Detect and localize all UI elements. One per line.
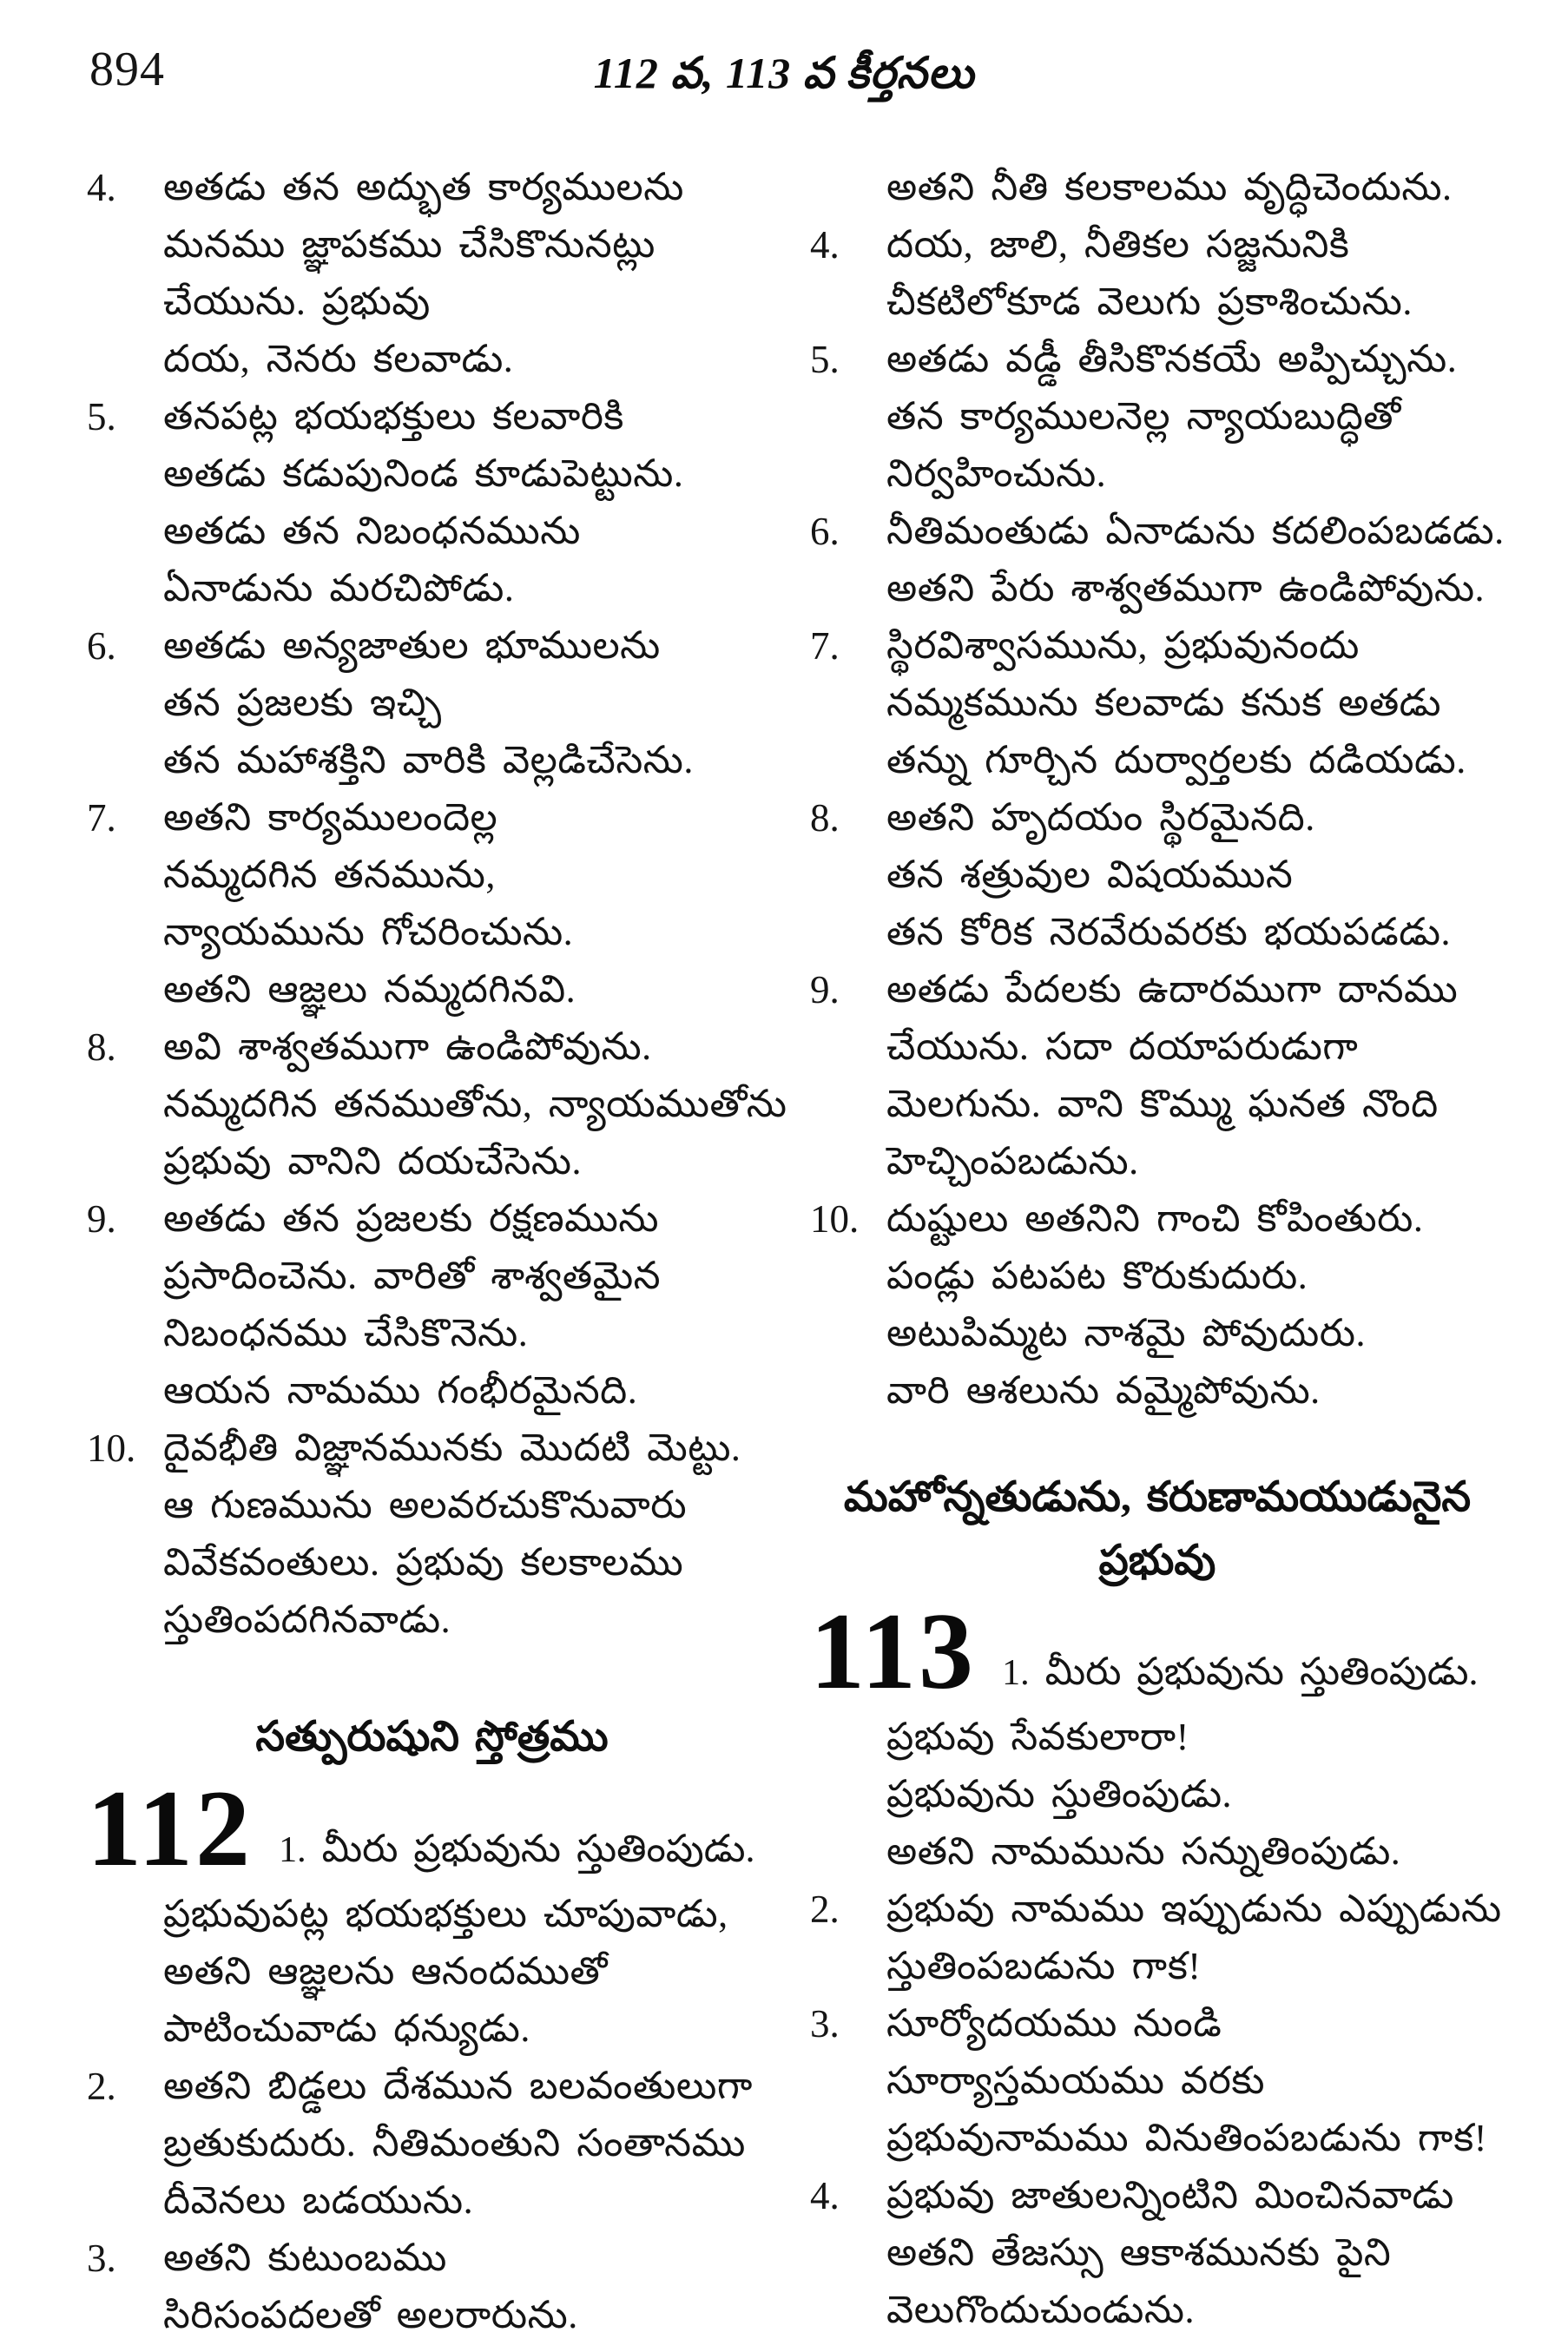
- verse-line: ఏనాడును మరచిపోడు.: [163, 567, 515, 609]
- verse-line: దుష్టులు అతనిని గాంచి కోపింతురు.: [886, 1197, 1424, 1240]
- verse-text: [163, 1018, 787, 1190]
- verse-number: 5.: [810, 338, 840, 381]
- verse-line: తన శత్రువుల విషయమున: [886, 853, 1294, 896]
- psalm-113-heading-line2: ప్రభువు: [1098, 1538, 1216, 1584]
- verse-text: [886, 2167, 1505, 2339]
- psalm-113-opening: [810, 1591, 1505, 1712]
- verse-line: ప్రభువు సేవకులారా!: [886, 1715, 1189, 1758]
- verse-text: [163, 159, 777, 388]
- psalm-111-verses: [87, 159, 787, 1649]
- psalm-113-verses: [810, 1881, 1505, 2339]
- verse-item: [87, 159, 777, 388]
- verse-text: [163, 1190, 777, 1420]
- verse-text: [886, 1881, 1505, 1995]
- verse-line: అతని ఆజ్ఞలను ఆనందముతో: [163, 1949, 608, 1993]
- verse-line: సూర్యోదయము నుండి: [886, 2001, 1222, 2045]
- verse-line: నిర్వహించును.: [886, 452, 1107, 495]
- verse-line: పాటించువాడు ధన్యుడు.: [163, 2006, 530, 2050]
- verse-item: [810, 617, 1505, 789]
- verse-number: 3.: [87, 2236, 116, 2280]
- verse-line: వారి ఆశలును వమ్మైపోవును.: [886, 1369, 1321, 1412]
- verse-text: [886, 1995, 1505, 2167]
- verse-line: ప్రభువుపట్ల భయభక్తులు చూపువాడు,: [163, 1892, 728, 1935]
- verse-text: [886, 216, 1505, 331]
- verse-number: 5.: [87, 395, 116, 438]
- verse-line: నమ్మదగిన తనముతోను, న్యాయముతోను: [163, 1083, 787, 1125]
- verse-line: చేయును. ప్రభువు: [163, 280, 431, 323]
- verse-line: తన కోరిక నెరవేరువరకు భయపడడు.: [886, 911, 1452, 953]
- verse-text: [886, 503, 1505, 617]
- verse-line: దీవెనలు బడయును.: [163, 2178, 474, 2222]
- page-header: [0, 38, 1568, 108]
- verse-item: [810, 789, 1505, 961]
- verse-item: [87, 1018, 787, 1190]
- psalm-112-number: 112: [87, 1769, 254, 1889]
- verse-item: [87, 388, 777, 617]
- verse-item: [810, 1881, 1505, 1995]
- verse-line: ఆ గుణమును అలవరచుకొనువారు: [163, 1484, 688, 1526]
- verse-line: అతడు తన అద్భుత కార్యములను: [163, 166, 684, 208]
- verse-line: నిబంధనము చేసికొనెను.: [163, 1312, 529, 1354]
- verse-line: మీరు ప్రభువును స్తుతింపుడు.: [1044, 1650, 1479, 1693]
- verse-line: అతని పేరు శాశ్వతముగా ఉండిపోవును.: [886, 567, 1486, 609]
- verse-line: మీరు ప్రభువును స్తుతింపుడు.: [321, 1827, 755, 1870]
- verse-line: పండ్లు పటపట కొరుకుదురు.: [886, 1255, 1308, 1297]
- verse-item: [87, 1190, 777, 1420]
- psalm-112-verse-1-continuation: [163, 1886, 777, 2058]
- verse-line: దయ, జాలి, నీతికల సజ్జనునికి: [886, 223, 1350, 266]
- psalm-112-verse-3-continuation: అతని నీతి కలకాలము వృద్ధిచెందును.: [886, 166, 1453, 208]
- verse-line: అతడు తన ప్రజలకు రక్షణమును: [163, 1197, 659, 1240]
- verse-line: బ్రతుకుదురు. నీతిమంతుని సంతానము: [163, 2121, 746, 2164]
- page-title: 112 వ, 113 వ కీర్తనలు: [593, 49, 975, 97]
- verse-line: అతడు వడ్డీ తీసికొనకయే అప్పిచ్చును.: [886, 338, 1458, 380]
- verse-number: 3.: [810, 2001, 840, 2046]
- verse-line: న్యాయమును గోచరించును.: [163, 911, 574, 953]
- verse-number: 6.: [810, 510, 840, 553]
- verse-line: ప్రభువును స్తుతింపుడు.: [886, 1772, 1233, 1815]
- verse-line: అతని నామమును సన్నుతింపుడు.: [886, 1829, 1401, 1873]
- verse-line: దయ, నెనరు కలవాడు.: [163, 338, 514, 380]
- verse-line: స్థిరవిశ్వాసమును, ప్రభువునందు: [886, 624, 1360, 667]
- verse-line: అతని ఆజ్ఞలు నమ్మదగినవి.: [163, 968, 576, 1011]
- column-right: [810, 159, 1505, 2339]
- verse-item: [87, 2230, 777, 2344]
- verse-number: 1.: [1002, 1652, 1030, 1693]
- verse-line: చీకటిలోకూడ వెలుగు ప్రకాశించును.: [886, 280, 1413, 323]
- verse-line: వెలుగొందుచుండును.: [886, 2288, 1195, 2331]
- verse-number: 6.: [87, 624, 116, 668]
- verse-item: [810, 216, 1505, 331]
- psalm-112-heading: సత్పురుషుని స్తోత్రము: [255, 1714, 609, 1760]
- verse-line: అతడు కడుపునిండ కూడుపెట్టును.: [163, 452, 684, 495]
- verse-number: 10.: [87, 1426, 136, 1470]
- verse-item: [810, 961, 1505, 1190]
- verse-line: చేయును. సదా దయాపరుడుగా: [886, 1025, 1359, 1068]
- page-number: 894: [89, 43, 165, 96]
- verse-line: ప్రభువు వానిని దయచేసెను.: [163, 1140, 583, 1183]
- verse-line: ప్రభువు నామము ఇప్పుడును ఎప్పుడును: [886, 1887, 1502, 1930]
- verse-line: తన్ను గూర్చిన దుర్వార్తలకు దడియడు.: [886, 739, 1466, 781]
- psalm-113-verse-1: [1002, 1645, 1478, 1709]
- psalm-113-verse-1-continuation: [886, 1709, 1505, 1881]
- verse-line: అతడు తన నిబంధనమును: [163, 510, 581, 552]
- verse-number: 9.: [810, 968, 840, 1011]
- verse-line: స్తుతింపదగినవాడు.: [163, 1598, 451, 1641]
- verse-line: సూర్యాస్తమయము వరకు: [886, 2059, 1266, 2102]
- verse-line: తన కార్యములనెల్ల న్యాయబుద్ధితో: [886, 395, 1401, 438]
- verse-line: మెలగును. వాని కొమ్ము ఘనత నొంది: [886, 1083, 1439, 1125]
- verse-number: 2.: [87, 2064, 116, 2108]
- verse-line: నీతిమంతుడు ఏనాడును కదలింపబడడు.: [886, 510, 1505, 552]
- verse-number: 10.: [810, 1197, 860, 1241]
- verse-text: [886, 617, 1505, 789]
- verse-line: అతని హృదయం స్థిరమైనది.: [886, 796, 1315, 839]
- verse-line: ప్రభువునామము వినుతింపబడును గాక!: [886, 2116, 1487, 2159]
- verse-line: అతని కార్యములందెల్ల: [163, 796, 498, 839]
- verse-line: దైవభీతి విజ్ఞానమునకు మొదటి మెట్టు.: [163, 1426, 741, 1469]
- psalm-112-verses-left: [87, 2058, 777, 2344]
- verse-text: [886, 789, 1505, 961]
- verse-item: [810, 331, 1505, 503]
- verse-text: [163, 2230, 777, 2344]
- verse-number: 8.: [810, 796, 840, 840]
- verse-line: మనము జ్ఞాపకము చేసికొనునట్లు: [163, 223, 656, 266]
- verse-line: స్తుతింపబడును గాక!: [886, 1944, 1202, 1987]
- column-left: [87, 159, 787, 2344]
- verse-line: నమ్మకమును కలవాడు కనుక అతడు: [886, 682, 1441, 724]
- verse-line: తనపట్ల భయభక్తులు కలవారికి: [163, 395, 624, 438]
- verse-number: 4.: [810, 223, 840, 267]
- verse-line: అటుపిమ్మట నాశమై పోవుదురు.: [886, 1312, 1367, 1354]
- verse-line: ప్రభువు జాతులన్నింటిని మించినవాడు: [886, 2173, 1454, 2217]
- verse-item: [810, 1190, 1505, 1420]
- verse-line: అతడు పేదలకు ఉదారముగా దానము: [886, 968, 1459, 1011]
- verse-text: [163, 789, 777, 1018]
- verse-line: అవి శాశ్వతముగా ఉండిపోవును.: [163, 1025, 652, 1068]
- verse-text: [163, 388, 777, 617]
- verse-line: సిరిసంపదలతో అలరారును.: [163, 2293, 578, 2336]
- psalm-113-heading-line1: మహోన్నతుడును, కరుణామయుడునైన: [843, 1474, 1472, 1520]
- verse-line: హెచ్చింపబడును.: [886, 1140, 1139, 1183]
- verse-line: నమ్మదగిన తనమును,: [163, 853, 496, 896]
- verse-item: [87, 789, 777, 1018]
- verse-line: ప్రసాదించెను. వారితో శాశ్వతమైన: [163, 1255, 662, 1297]
- psalm-112-verses-right: [810, 216, 1505, 1420]
- verse-number: 8.: [87, 1025, 116, 1069]
- verse-number: 9.: [87, 1197, 116, 1241]
- psalm-112-verse-1: [279, 1822, 754, 1886]
- verse-line: తన మహాశక్తిని వారికి వెల్లడిచేసెను.: [163, 739, 694, 781]
- verse-number: 4.: [810, 2173, 840, 2217]
- verse-line: ఆయన నామము గంభీరమైనది.: [163, 1369, 638, 1412]
- verse-item: [87, 2058, 777, 2230]
- verse-item: [810, 503, 1505, 617]
- verse-number: 7.: [87, 796, 116, 840]
- verse-text: [163, 1420, 777, 1649]
- verse-number: 2.: [810, 1887, 840, 1931]
- verse-item: [87, 617, 777, 789]
- verse-number: 7.: [810, 624, 840, 668]
- verse-text: [886, 1190, 1505, 1420]
- verse-line: తన ప్రజలకు ఇచ్చి: [163, 682, 442, 724]
- verse-line: అతని తేజస్సు ఆకాశమునకు పైని: [886, 2230, 1392, 2274]
- verse-number: 1.: [279, 1829, 306, 1870]
- verse-text: [886, 961, 1505, 1190]
- verse-text: [163, 2058, 777, 2230]
- verse-item: [810, 2167, 1505, 2339]
- verse-line: వివేకవంతులు. ప్రభువు కలకాలము: [163, 1541, 684, 1584]
- verse-text: [886, 331, 1505, 503]
- verse-line: అతడు అన్యజాతుల భూములను: [163, 624, 661, 667]
- psalm-113-number: 113: [810, 1591, 977, 1712]
- verse-text: [163, 617, 777, 789]
- verse-number: 4.: [87, 166, 116, 209]
- verse-item: [87, 1420, 777, 1649]
- verse-line: అతని కుటుంబము: [163, 2236, 447, 2279]
- verse-line: అతని బిడ్డలు దేశమున బలవంతులుగా: [163, 2064, 753, 2107]
- psalm-112-opening: [87, 1769, 777, 1889]
- verse-item: [810, 1995, 1505, 2167]
